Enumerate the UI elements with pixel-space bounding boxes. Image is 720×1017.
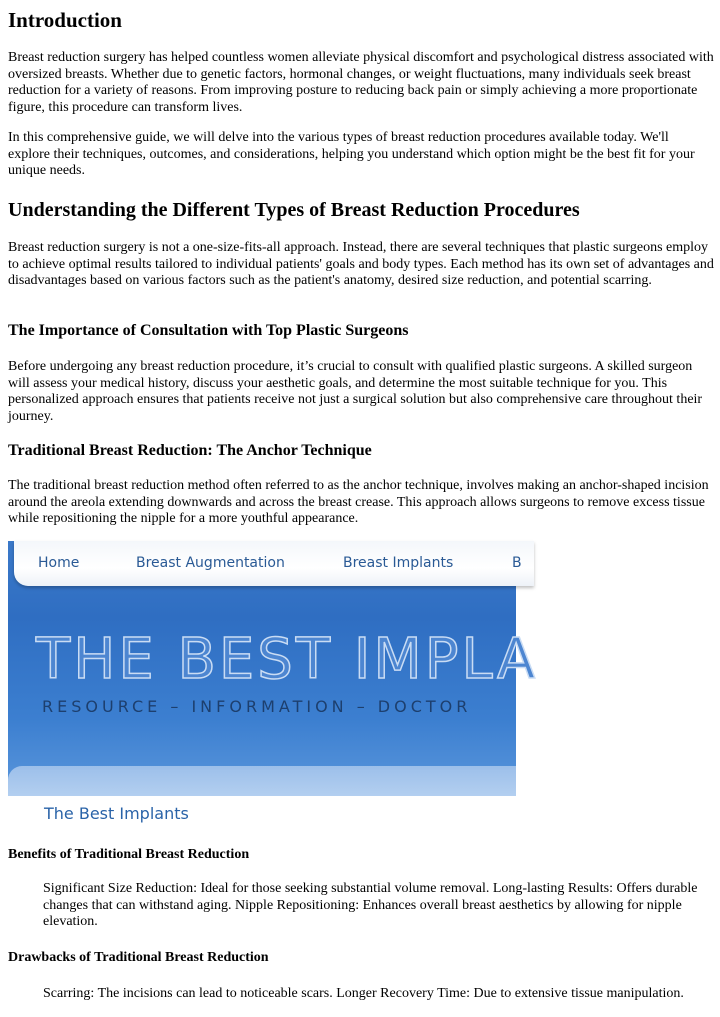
banner-nav-home: Home xyxy=(38,555,80,571)
drawbacks-heading: Drawbacks of Traditional Breast Reduction xyxy=(8,950,269,965)
anchor-heading: Traditional Breast Reduction: The Anchor Technique xyxy=(8,442,372,459)
banner-nav-breast-implants: Breast Implants xyxy=(343,555,454,571)
site-banner-image xyxy=(8,541,539,796)
consultation-paragraph: Before undergoing any breast reduction procedure, it’s crucial to consult with qualified plastic surgeons. A skilled surgeon will assess your medical history, discuss your aesthetic goals, and determine the most suitable technique for you. This personalized approach ensures that patients receive not just a surgical solution but also comprehensive care throughout their journey. xyxy=(8,359,703,424)
benefits-body: Significant Size Reduction: Ideal for those seeking substantial volume removal. Long-lasting Results: Offers durable changes that can withstand aging. Nipple Repositioning: Enhances overall breast aesthetics by allowing for nipple elevation. xyxy=(43,881,698,929)
banner-nav-breast-augmentation: Breast Augmentation xyxy=(136,555,285,571)
banner-bottom-band xyxy=(8,766,516,796)
consultation-heading: The Importance of Consultation with Top Plastic Surgeons xyxy=(8,322,409,339)
banner-nav-bar xyxy=(14,541,534,586)
banner-nav-truncated: B xyxy=(512,555,522,571)
benefits-heading: Benefits of Traditional Breast Reduction xyxy=(8,847,250,862)
banner-title: THE BEST IMPLA xyxy=(36,627,539,692)
drawbacks-body: Scarring: The incisions can lead to noticeable scars. Longer Recovery Time: Due to extensive tissue manipulation. xyxy=(43,986,684,1001)
intro-paragraph-2: In this comprehensive guide, we will delve into the various types of breast reduction procedures available today. We'll explore their techniques, outcomes, and considerations, helping you understand which option might be the best fit for your unique needs. xyxy=(8,130,695,178)
types-heading: Understanding the Different Types of Breast Reduction Procedures xyxy=(8,199,580,221)
types-paragraph: Breast reduction surgery is not a one-size-fits-all approach. Instead, there are several techniques that plastic surgeons employ to achieve optimal results tailored to individual patients' goals and body types. Each method has its own set of advantages and disadvantages based on various factors such as the patient's anatomy, desired size reduction, and potential scarring. xyxy=(8,240,714,288)
intro-heading: Introduction xyxy=(8,8,122,32)
banner-tagline: RESOURCE – INFORMATION – DOCTOR xyxy=(42,697,472,716)
anchor-paragraph: The traditional breast reduction method often referred to as the anchor technique, involves making an anchor-shaped incision around the areola extending downwards and across the breast crease. This approach allows surgeons to remove excess tissue while repositioning the nipple for a more youthful appearance. xyxy=(8,478,709,526)
intro-paragraph-1: Breast reduction surgery has helped countless women alleviate physical discomfort and psychological distress associated with oversized breasts. Whether due to genetic factors, hormonal changes, or weight fluctuations, many individuals seek breast reduction for a variety of reasons. From improving posture to reducing back pain or simply achieving a more proportionate figure, this procedure can transform lives. xyxy=(8,50,714,115)
banner-caption: The Best Implants xyxy=(44,804,189,823)
